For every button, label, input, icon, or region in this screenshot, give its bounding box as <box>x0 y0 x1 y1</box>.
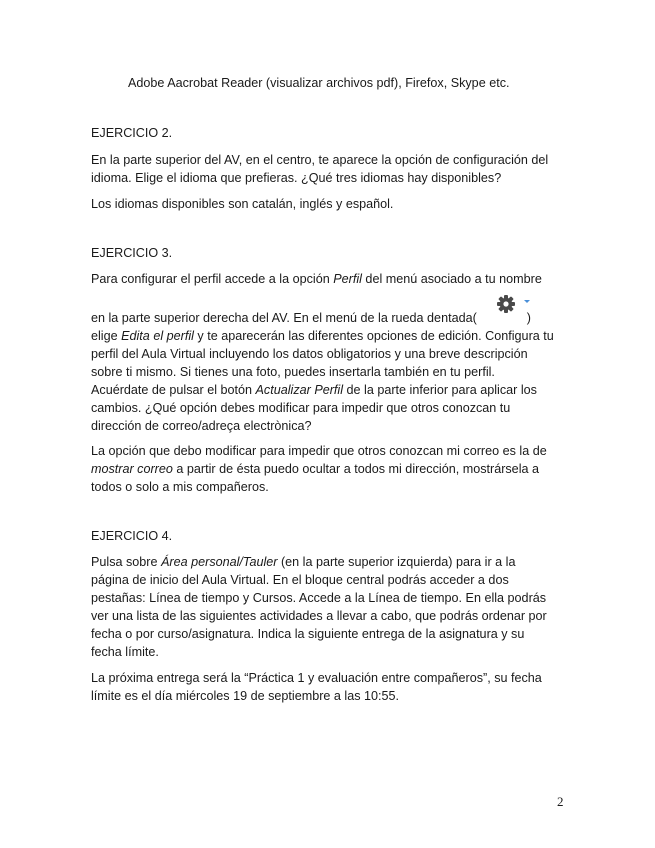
ex4-question-line: página de inicio del Aula Virtual. En el bloque central podrás acceder a dos <box>91 573 509 587</box>
ex4-question-line: pestañas: Línea de tiempo y Cursos. Accede a la Línea de tiempo. En ella podrás <box>91 591 547 605</box>
ex4-question-line: ver una lista de las siguientes actividades a llevar a cabo, que podrás ordenar por <box>91 609 547 623</box>
page-number: 2 <box>557 794 564 809</box>
ex4-title: EJERCICIO 4. <box>91 529 173 543</box>
ex3-answer-line: La opción que debo modificar para impedir que otros conozcan mi correo es la de <box>91 444 547 458</box>
ex4-question-line: Pulsa sobre Área personal/Tauler (en la parte superior izquierda) para ir a la <box>91 555 516 569</box>
header-line: Adobe Aacrobat Reader (visualizar archivos pdf), Firefox, Skype etc. <box>128 76 510 90</box>
gear-dropdown-image <box>495 293 535 315</box>
ex3-question-line: Para configurar el perfil accede a la opción Perfil del menú asociado a tu nombre <box>91 272 542 286</box>
ex3-question-line: perfil del Aula Virtual incluyendo los datos obligatorios y una breve descripción <box>91 347 528 361</box>
ex4-answer-line: La próxima entrega será la “Práctica 1 y evaluación entre compañeros”, su fecha <box>91 671 542 685</box>
gear-icon <box>497 295 515 313</box>
ex3-question-line: en la parte superior derecha del AV. En el menú de la rueda dentada( ) <box>91 311 531 325</box>
ex4-question-line: fecha o por curso/asignatura. Indica la siguiente entrega de la asignatura y su <box>91 627 525 641</box>
ex3-question-line: elige Edita el perfil y te aparecerán las diferentes opciones de edición. Configura tu <box>91 329 554 343</box>
ex4-question-line: fecha límite. <box>91 645 159 659</box>
ex4-answer-line: límite es el día miércoles 19 de septiembre a las 10:55. <box>91 689 400 703</box>
ex3-question-line: Acuérdate de pulsar el botón Actualizar Perfil de la parte inferior para aplicar los <box>91 383 537 397</box>
ex2-question-line: idioma. Elige el idioma que prefieras. ¿Qué tres idiomas hay disponibles? <box>91 171 502 185</box>
caret-down-icon <box>524 300 530 303</box>
ex3-answer-line: mostrar correo a partir de ésta puedo ocultar a todos mi dirección, mostrársela a <box>91 462 539 476</box>
ex3-title: EJERCICIO 3. <box>91 246 173 260</box>
ex3-question-line: dirección de correo/adreça electrònica? <box>91 419 312 433</box>
ex3-question-line: sobre ti mismo. Si tienes una foto, puedes insertarla también en tu perfil. <box>91 365 495 379</box>
ex2-answer-line: Los idiomas disponibles son catalán, inglés y español. <box>91 197 394 211</box>
ex3-answer-line: todos o solo a mis compañeros. <box>91 480 269 494</box>
ex3-question-line: cambios. ¿Qué opción debes modificar para impedir que otros conozcan tu <box>91 401 511 415</box>
ex2-title: EJERCICIO 2. <box>91 126 173 140</box>
ex2-question-line: En la parte superior del AV, en el centro, te aparece la opción de configuración del <box>91 153 549 167</box>
